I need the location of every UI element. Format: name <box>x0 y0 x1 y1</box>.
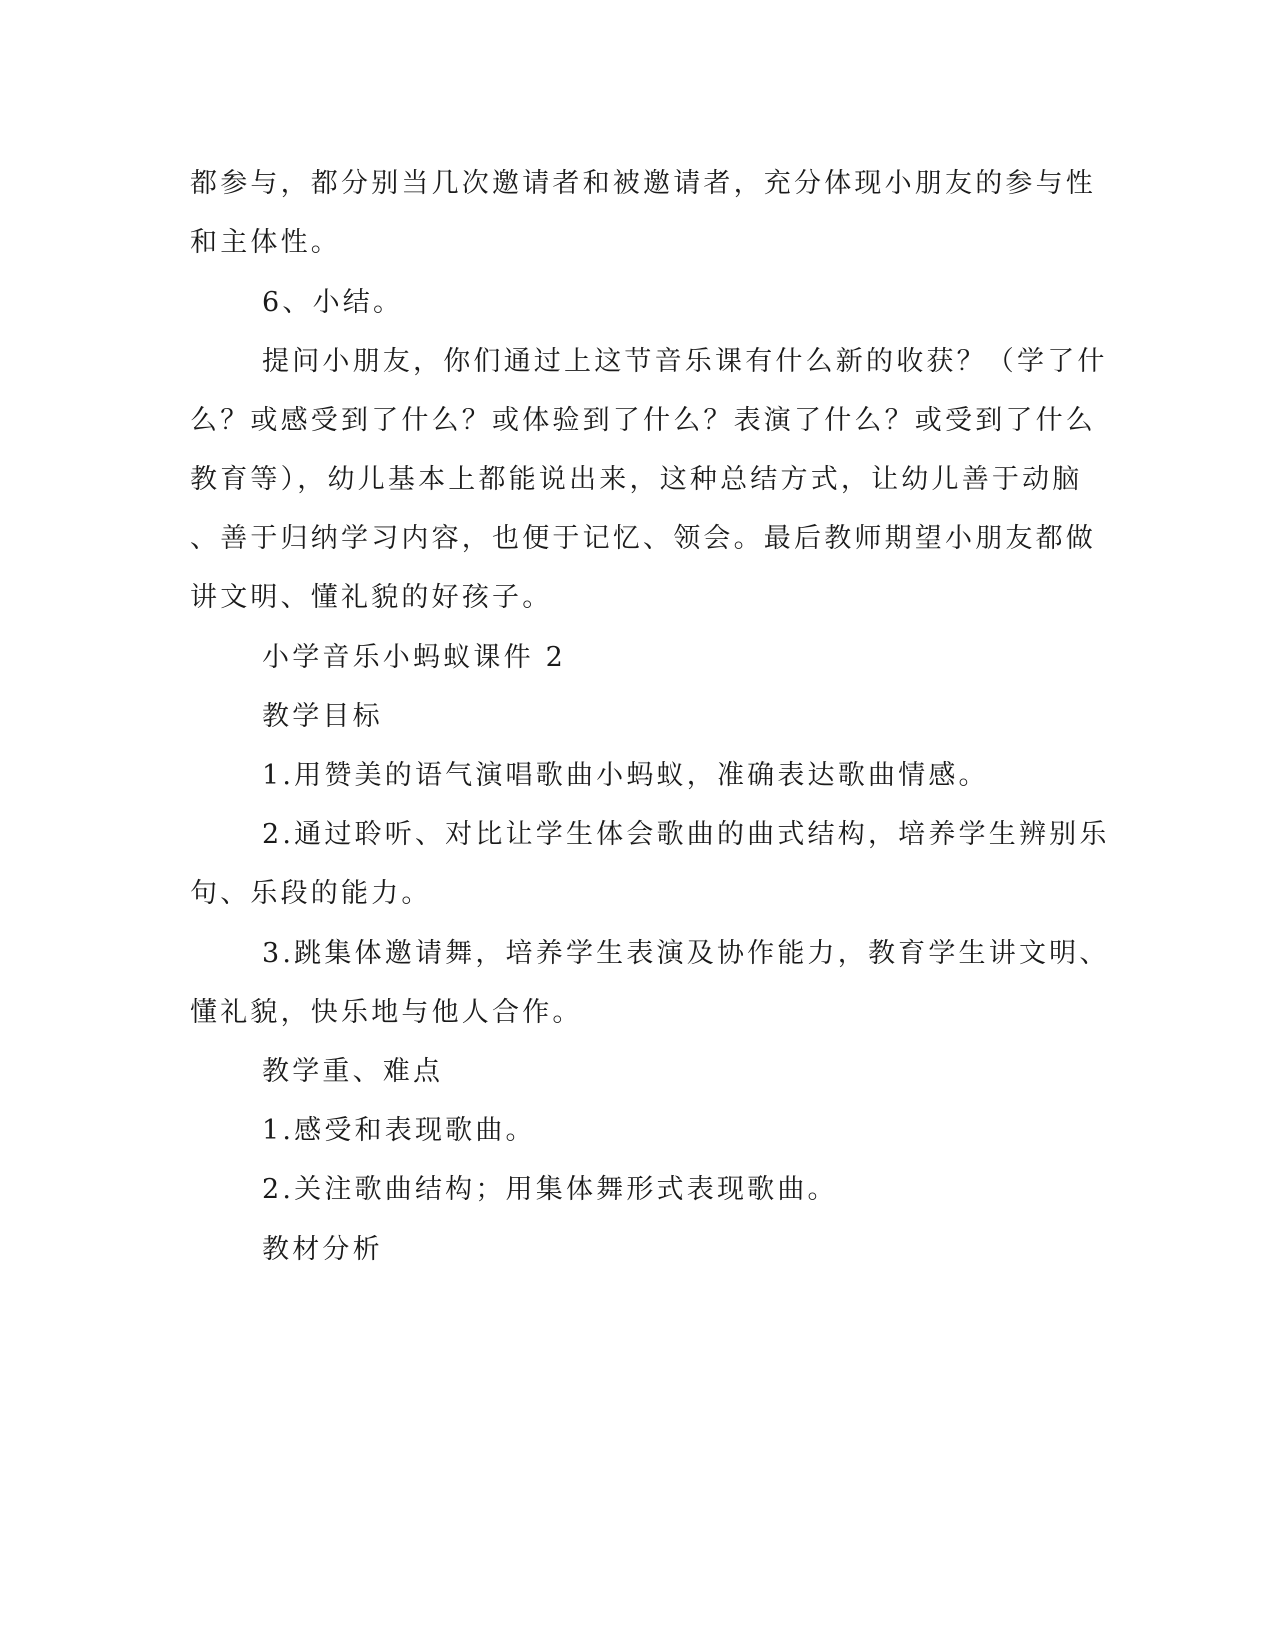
paragraph-line: 讲文明、懂礼貌的好孩子。 <box>190 582 553 613</box>
list-item: 1.用赞美的语气演唱歌曲小蚂蚁，准确表达歌曲情感。 <box>262 760 989 791</box>
paragraph-line: 么？或感受到了什么？或体验到了什么？表演了什么？或受到了什么 <box>190 405 1096 436</box>
paragraph-line: 句、乐段的能力。 <box>190 878 432 909</box>
list-item: 3.跳集体邀请舞，培养学生表演及协作能力，教育学生讲文明、 <box>262 938 1110 969</box>
list-item: 1.感受和表现歌曲。 <box>262 1115 536 1146</box>
paragraph-line: 都参与，都分别当几次邀请者和被邀请者，充分体现小朋友的参与性 <box>190 168 1096 199</box>
paragraph-line: 懂礼貌，快乐地与他人合作。 <box>190 997 583 1028</box>
document-title: 小学音乐小蚂蚁课件 2 <box>262 642 566 673</box>
paragraph-line: 教育等），幼儿基本上都能说出来，这种总结方式，让幼儿善于动脑 <box>190 464 1083 495</box>
section-heading: 教学重、难点 <box>262 1056 444 1087</box>
section-heading: 教学目标 <box>262 701 383 732</box>
paragraph-line: 和主体性。 <box>190 227 341 258</box>
list-item: 2.通过聆听、对比让学生体会歌曲的曲式结构，培养学生辨别乐 <box>262 819 1110 850</box>
paragraph-line: 提问小朋友，你们通过上这节音乐课有什么新的收获？（学了什 <box>262 346 1108 377</box>
list-item: 2.关注歌曲结构；用集体舞形式表现歌曲。 <box>262 1174 838 1205</box>
section-heading: 教材分析 <box>262 1234 383 1265</box>
section-heading: 6、小结。 <box>262 287 404 318</box>
paragraph-line: 、善于归纳学习内容，也便于记忆、领会。最后教师期望小朋友都做 <box>190 523 1096 554</box>
